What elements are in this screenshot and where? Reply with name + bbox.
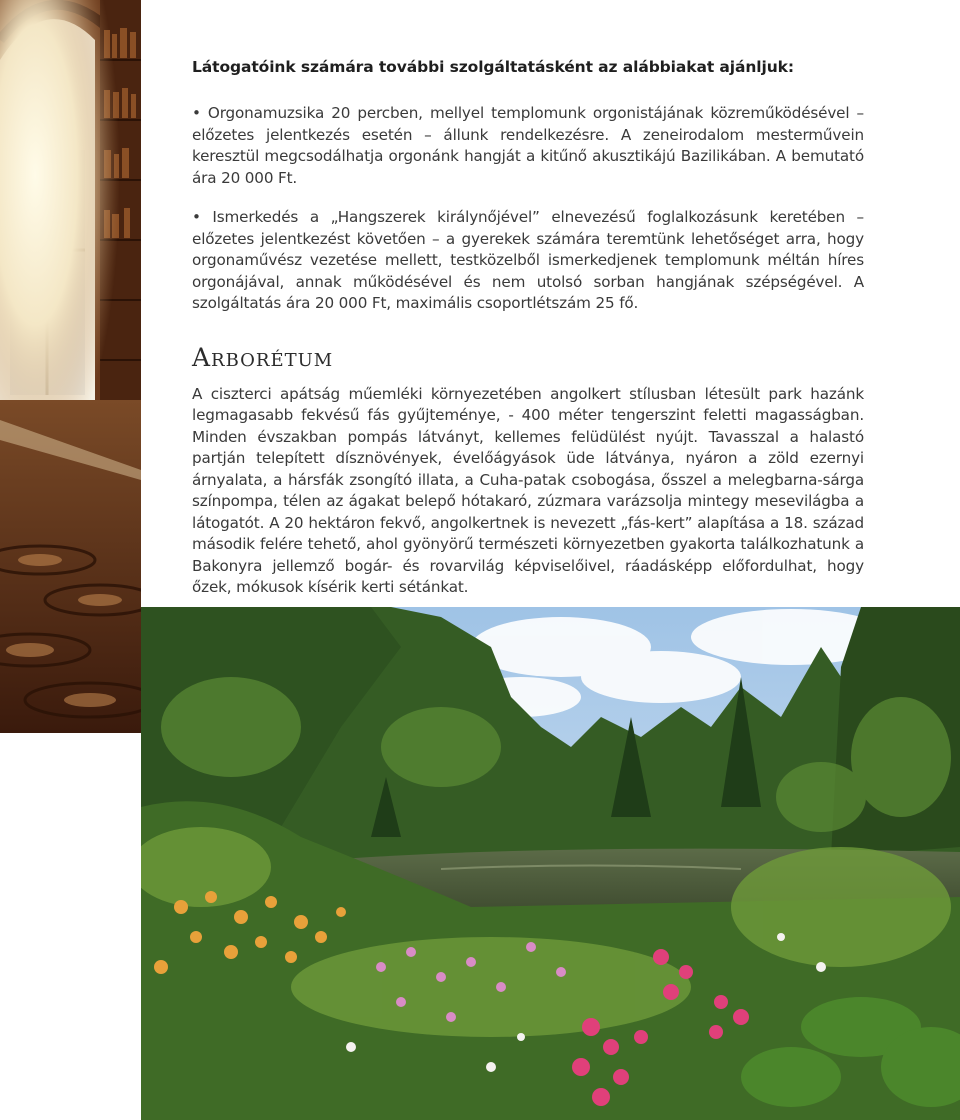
arboretum-paragraph: A ciszterci apátság műemléki környezetében angolkert stílusban létesült park hazánk legmagasabb fekvésű fás gyűjteménye, - 400 méter tengerszint feletti magasságban. Minden évszakban pompás látványt, kellemes felüdülést nyújt. Tavasszal a halastó partján telepített dísznövények, évelőágyások üde látványa, nyáron a zöld ezernyi árnyalata, a hársfák zsongító illata, a Cuha-patak csobogása, ősszel a melegbarna-sárga színpompa, télen az ágakat belepő hótakaró, zúzmara varázsolja mintegy mesevilágba a látogatót. A 20 hektáron fekvő, angolkertnek is nevezett „fás-kert” alapítása a 18. század második felére tehető, ahol gyönyörű természeti környezetben gyakorta találkozhatunk a Bakonyra jellemző bogár- és rovarvilág képviselőivel, ráadásképp előfordulhat, hogy őzek, mókusok kísérik kerti sétánkat. [192,384,864,596]
arboretum-heading: Arborétum [192,342,334,372]
arboretum-photo [141,607,960,1120]
organ-music-paragraph: • Orgonamuzsika 20 percben, mellyel templomunk orgonistájának közreműködésével – előzetes jelentkezés esetén – állunk rendelkezésre. A zeneirodalom mesterművein keresztül megcsodálhatja orgonánk hangját a kitűnő akusztikájú Bazilikában. A bemutató ára 20 000 Ft. [192,104,864,187]
organ-workshop-paragraph: • Ismerkedés a „Hangszerek királynőjével” elnevezésű foglalkozásunk keretében – előzetes jelentkezést követően – a gyerekek számára teremtünk lehetőséget arra, hogy orgonaművész vezetése mellett, testközelből ismerkedjenek templomunk méltán híres orgonájával, annak működésével és nem utolsó sorban hangjának szépségével. A szolgáltatás ára 20 000 Ft, maximális csoportlétszám 25 fő. [192,208,864,312]
library-interior-photo [0,0,141,733]
text-column [192,58,864,617]
services-lead: Látogatóink számára további szolgáltatásként az alábbiakat ajánljuk: [192,58,794,76]
